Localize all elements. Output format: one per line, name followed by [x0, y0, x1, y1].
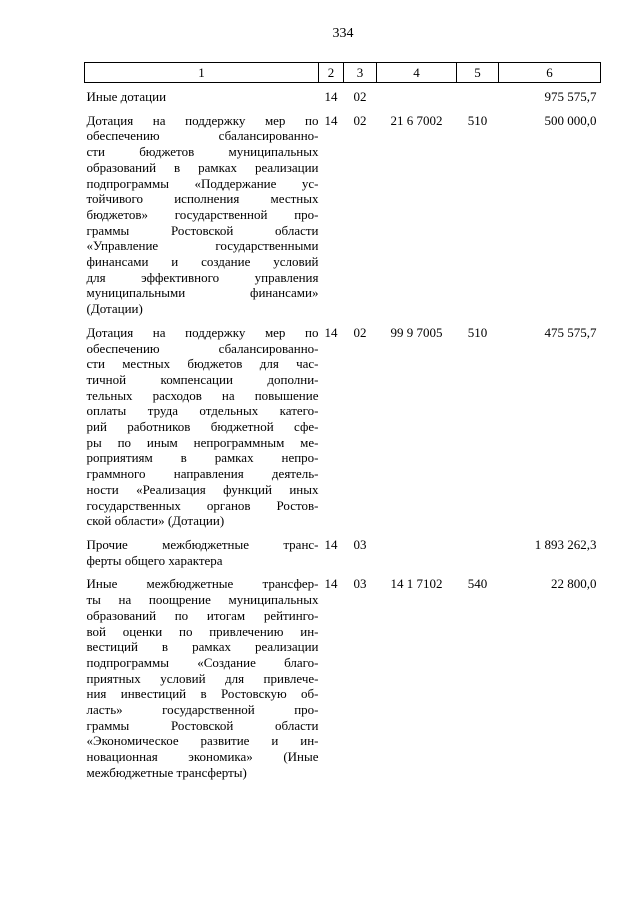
row-name-line: ферты общего характера — [86, 552, 223, 568]
row-expense-type: 540 — [467, 576, 488, 592]
row-name-line: муниципальными финансами» — [86, 285, 319, 301]
row-name-line: оплаты труда отдельных катего- — [86, 403, 319, 419]
row-name-line: вестиций в рамках реализации — [86, 639, 319, 655]
row-name — [85, 105, 319, 317]
row-name-line: вой оценки по привлечению ин- — [86, 623, 319, 639]
header-col-2: 2 — [319, 63, 344, 83]
row-target-article — [377, 529, 457, 568]
row-target-article — [377, 83, 457, 105]
table-row — [85, 317, 601, 529]
row-subsection: 02 — [353, 324, 367, 340]
row-name-line: (Дотации) — [86, 301, 143, 317]
row-name-line: «Экономическое развитие и ин- — [86, 733, 319, 749]
row-name-line: межбюджетные трансферты) — [86, 764, 247, 780]
table-row — [85, 529, 601, 568]
row-name-line: тойчивого исполнения местных — [86, 191, 319, 207]
row-name-line: обеспечению сбалансированно- — [86, 128, 319, 144]
row-section: 14 — [324, 112, 338, 128]
row-expense-type — [457, 529, 499, 568]
header-col-5: 5 — [457, 63, 499, 83]
header-col-3: 3 — [344, 63, 377, 83]
row-name — [85, 83, 319, 105]
row-name-line: тельных расходов на повышение — [86, 387, 319, 403]
row-name-line: Иные межбюджетные трансфер- — [86, 576, 319, 592]
table-header — [85, 63, 601, 83]
row-name — [85, 529, 319, 568]
row-name-line: граммного направления деятель- — [86, 466, 319, 482]
page-number: 334 — [332, 26, 354, 41]
row-name — [85, 317, 319, 529]
row-name-line: для эффективного управления — [86, 269, 319, 285]
row-name-line: ты на поощрение муниципальных — [86, 592, 319, 608]
row-subsection: 02 — [353, 112, 367, 128]
row-name-line: образований в рамках реализации — [86, 159, 319, 175]
row-expense-type: 510 — [467, 324, 488, 340]
row-subsection: 02 — [353, 89, 367, 104]
table-row — [85, 568, 601, 780]
row-subsection: 03 — [353, 536, 367, 552]
table-row — [85, 105, 601, 317]
header-col-6: 6 — [499, 63, 601, 83]
row-name-line: обеспечению сбалансированно- — [86, 340, 319, 356]
row-name-line: финансами и создание условий — [86, 254, 319, 270]
row-name-line: Иные дотации — [86, 89, 167, 104]
row-name-line: Дотация на поддержку мер по — [86, 112, 319, 128]
header-col-4: 4 — [377, 63, 457, 83]
row-name-line: граммы Ростовской области — [86, 222, 319, 238]
row-name-line: новационная экономика» (Иные — [86, 749, 319, 765]
row-name-line: государственных органов Ростов- — [86, 497, 319, 513]
row-amount: 1 893 262,3 — [534, 536, 597, 552]
row-name-line: ности «Реализация функций иных — [86, 481, 319, 497]
row-name-line: ры по иным непрограммным ме- — [86, 434, 319, 450]
row-amount: 975 575,7 — [544, 89, 597, 104]
table-row — [85, 83, 601, 105]
row-name-line: граммы Ростовской области — [86, 717, 319, 733]
row-name-line: приятных условий для привлече- — [86, 670, 319, 686]
row-amount: 500 000,0 — [544, 112, 597, 128]
row-section: 14 — [324, 89, 338, 104]
row-target-article: 99 9 7005 — [390, 324, 443, 340]
row-name-line: подпрограммы «Создание благо- — [86, 654, 319, 670]
row-target-article: 14 1 7102 — [390, 576, 443, 592]
row-name-line: подпрограммы «Поддержание ус- — [86, 175, 319, 191]
row-name-line: Прочие межбюджетные транс- — [86, 536, 319, 552]
row-expense-type — [457, 83, 499, 105]
header-col-1: 1 — [85, 63, 319, 83]
row-name-line: бюджетов» государственной про- — [86, 206, 319, 222]
row-section: 14 — [324, 576, 338, 592]
row-target-article: 21 6 7002 — [390, 112, 443, 128]
row-expense-type: 510 — [467, 112, 488, 128]
table-body — [85, 83, 601, 781]
row-section: 14 — [324, 324, 338, 340]
row-name-line: рий работников бюджетной сфе- — [86, 419, 319, 435]
row-name-line: сти местных бюджетов для час- — [86, 356, 319, 372]
row-name-line: ния инвестиций в Ростовскую об- — [86, 686, 319, 702]
row-name-line: «Управление государственными — [86, 238, 319, 254]
row-name-line: тичной компенсации дополни- — [86, 371, 319, 387]
header-row — [85, 63, 601, 83]
row-name-line: сти бюджетов муниципальных — [86, 144, 319, 160]
row-name-line: Дотация на поддержку мер по — [86, 324, 319, 340]
budget-table — [84, 62, 601, 781]
row-name-line: образований по итогам рейтинго- — [86, 607, 319, 623]
row-amount: 22 800,0 — [551, 576, 597, 592]
row-section: 14 — [324, 536, 338, 552]
row-subsection: 03 — [353, 576, 367, 592]
row-name-line: роприятиям в рамках непро- — [86, 450, 319, 466]
row-name-line: ской области» (Дотации) — [86, 513, 225, 529]
row-name — [85, 568, 319, 780]
row-amount: 475 575,7 — [544, 324, 597, 340]
row-name-line: ласть» государственной про- — [86, 702, 319, 718]
